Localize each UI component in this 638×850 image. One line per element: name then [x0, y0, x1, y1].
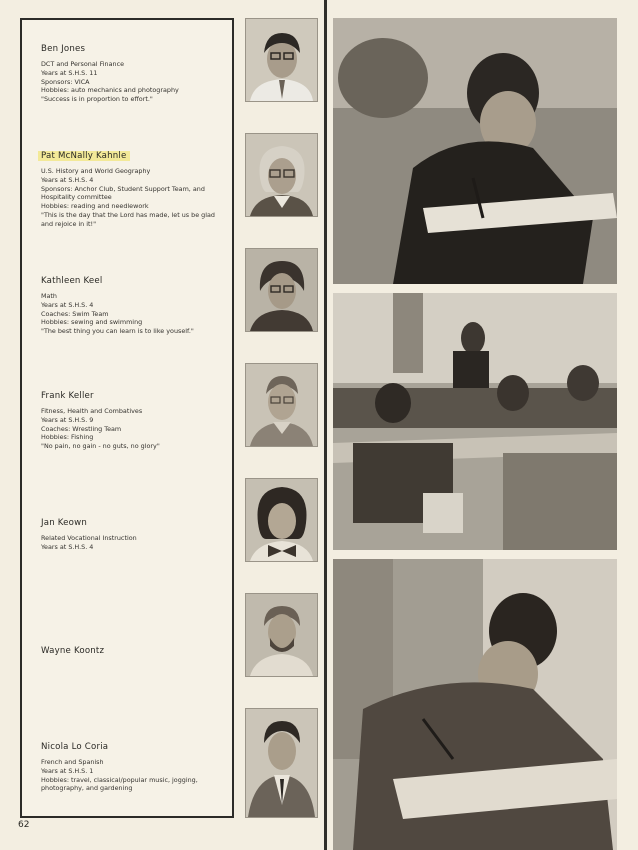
faculty-detail: and rejoice in it!" [41, 219, 97, 228]
portrait-jan-keown [245, 478, 318, 562]
faculty-detail: Hobbies: reading and needlework [41, 202, 149, 211]
faculty-name: Nicola Lo Coria [41, 742, 109, 752]
faculty-name: Frank Keller [41, 391, 94, 401]
faculty-entry-jan-keown [41, 518, 251, 552]
faculty-detail: photography, and gardening [41, 784, 133, 793]
faculty-entry-pat-mcnally-kahnle [41, 151, 251, 229]
faculty-detail: Years at S.H.S. 4 [41, 300, 94, 309]
faculty-detail: Hobbies: Fishing [41, 433, 94, 442]
faculty-entry-kathleen-keel [41, 276, 251, 336]
faculty-entry-nicola-lo-coria [41, 742, 251, 793]
faculty-detail: Fitness, Health and Combatives [41, 407, 143, 415]
faculty-entry-ben-jones [41, 44, 251, 104]
faculty-name: Kathleen Keel [41, 276, 103, 286]
faculty-detail: Hobbies: travel, classical/popular music, jogging, [41, 775, 198, 784]
faculty-entry-frank-keller [41, 391, 251, 451]
faculty-detail: Years at S.H.S. 1 [41, 766, 94, 775]
faculty-detail: U.S. History and World Geography [41, 167, 151, 175]
photo-student-writing-bottom [333, 559, 617, 850]
faculty-name: Jan Keown [41, 518, 88, 528]
faculty-detail: Coaches: Wrestling Team [41, 424, 122, 433]
faculty-detail: Years at S.H.S. 4 [41, 175, 94, 184]
faculty-detail: Sponsors: VICA [41, 77, 90, 86]
photo-classroom [333, 293, 617, 550]
faculty-detail: Years at S.H.S. 9 [41, 415, 94, 424]
portrait-pat-mcnally-kahnle [245, 133, 318, 217]
faculty-detail: Hobbies: auto mechanics and photography [41, 86, 179, 95]
faculty-detail: Related Vocational Instruction [41, 534, 137, 542]
portrait-ben-jones [245, 18, 318, 102]
faculty-detail: French and Spanish [41, 758, 104, 766]
faculty-detail: "No pain, no gain - no guts, no glory" [41, 442, 160, 451]
faculty-detail: DCT and Personal Finance [41, 60, 125, 68]
faculty-detail: Years at S.H.S. 4 [41, 542, 94, 551]
portrait-frank-keller [245, 363, 318, 447]
faculty-detail: "Success is in proportion to effort." [41, 95, 153, 104]
faculty-detail: "The best thing you can learn is to like youself." [41, 327, 194, 336]
faculty-detail: Coaches: Swim Team [41, 309, 109, 318]
faculty-detail: Sponsors: Anchor Club, Student Support Team, and [41, 184, 205, 193]
portrait-kathleen-keel [245, 248, 318, 332]
photo-student-writing-top [333, 18, 617, 284]
portrait-wayne-koontz [245, 593, 318, 677]
portrait-nicola-lo-coria [245, 708, 318, 818]
page-divider [324, 0, 327, 850]
faculty-detail: Math [41, 292, 57, 300]
page-number: 62 [18, 820, 30, 830]
faculty-detail: Hobbies: sewing and swimming [41, 318, 143, 327]
faculty-name: Wayne Koontz [41, 646, 105, 656]
faculty-detail: "This is the day that the Lord has made, let us be glad [41, 210, 215, 219]
faculty-detail: Years at S.H.S. 11 [41, 68, 98, 77]
faculty-detail: Hospitality committee [41, 193, 112, 202]
faculty-entry-wayne-koontz [41, 646, 251, 662]
faculty-name: Pat McNally Kahnle [38, 151, 130, 161]
faculty-name: Ben Jones [41, 44, 86, 54]
